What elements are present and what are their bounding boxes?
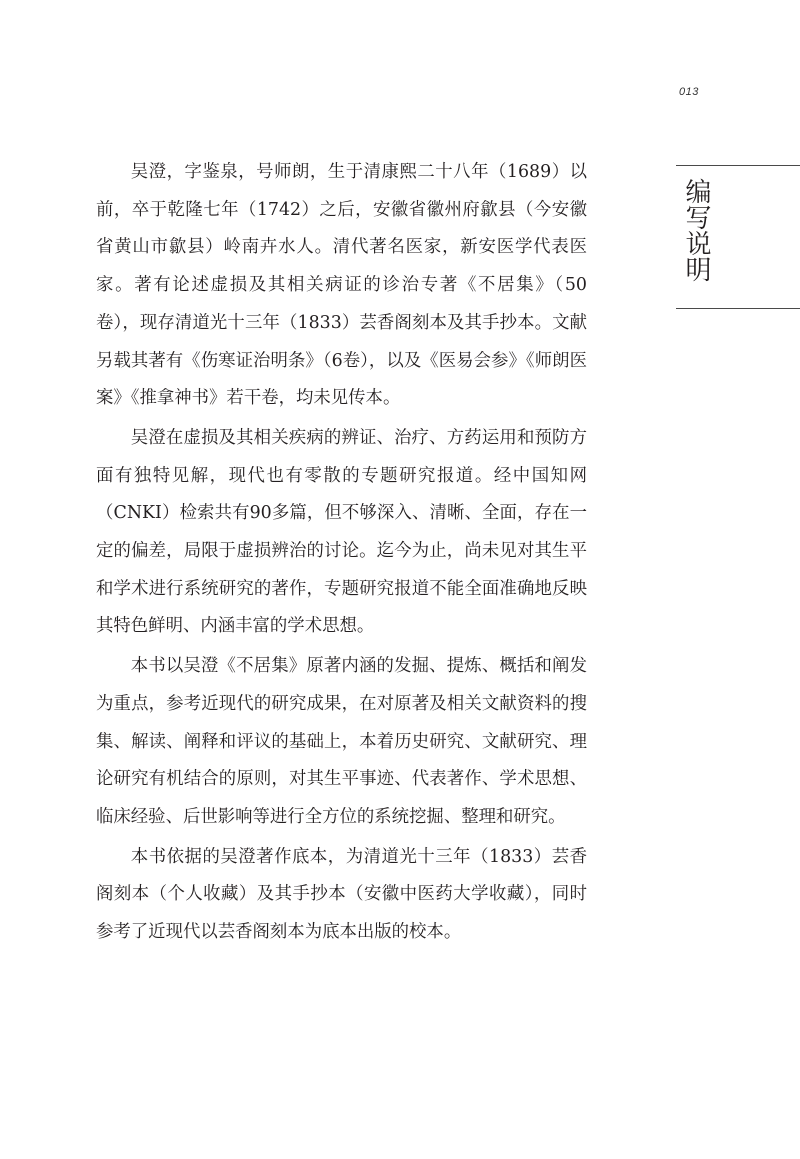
paragraph: 本书以吴澄《不居集》原著内涵的发掘、提炼、概括和阐发为重点，参考近现代的研究成果，在对原著及相关文献资料的搜集、解读、阐释和评议的基础上，本着历史研究、文献研究、理论研究有机结合的原则，对其生平事迹、代表著作、学术思想、临床经验、后世影响等进行全方位的系统挖掘、整理和研究。 bbox=[96, 656, 587, 827]
page-number: 013 bbox=[679, 86, 699, 98]
side-rule-bottom bbox=[676, 308, 800, 309]
paragraph: 吴澄，字鉴泉，号师朗，生于清康熙二十八年（1689）以前，卒于乾隆七年（1742）之后，安徽省徽州府歙县（今安徽省黄山市歙县）岭南卉水人。清代著名医家，新安医学代表医家。著有论述虚损及其相关病证的诊治专著《不居集》（50卷），现存清道光十三年（1833）芸香阁刻本及其手抄本。文献另载其著有《伤寒证治明条》（6卷），以及《医易会参》《师朗医案》《推拿神书》若干卷，均未见传本。 bbox=[96, 162, 587, 409]
section-title: 编写说明 bbox=[681, 178, 711, 282]
paragraph: 本书依据的吴澄著作底本，为清道光十三年（1833）芸香阁刻本（个人收藏）及其手抄本（安徽中医药大学收藏），同时参考了近现代以芸香阁刻本为底本出版的校本。 bbox=[96, 846, 587, 943]
body-text bbox=[96, 154, 587, 954]
side-rule-top bbox=[676, 165, 800, 166]
paragraph: 吴澄在虚损及其相关疾病的辨证、治疗、方药运用和预防方面有独特见解，现代也有零散的专题研究报道。经中国知网（CNKI）检索共有90多篇，但不够深入、清晰、全面，存在一定的偏差，局限于虚损辨治的讨论。迄今为止，尚未见对其生平和学术进行系统研究的著作，专题研究报道不能全面准确地反映其特色鲜明、内涵丰富的学术思想。 bbox=[96, 427, 587, 637]
